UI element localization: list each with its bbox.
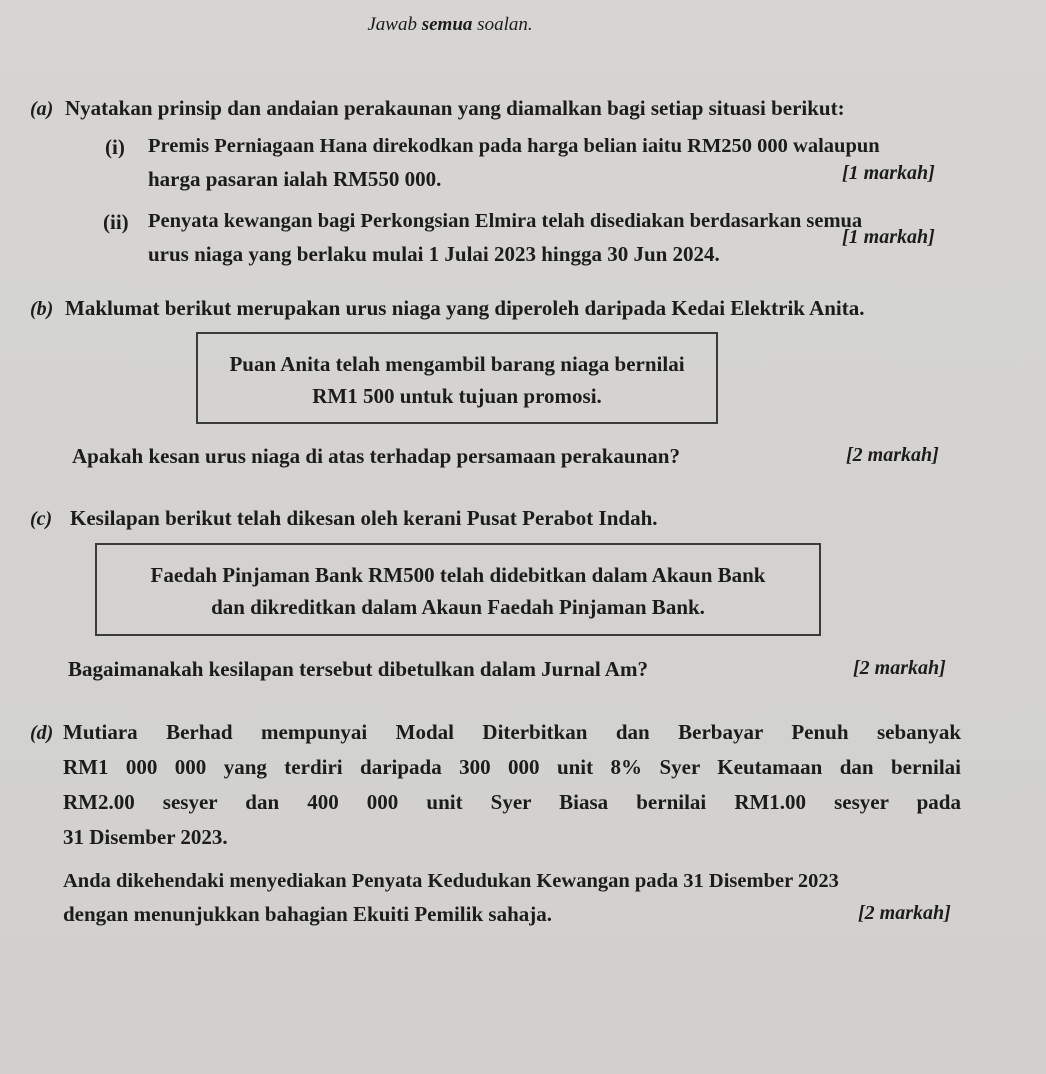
instruction xyxy=(0,14,900,36)
part-a-ii-marks: [1 markah] xyxy=(842,226,935,248)
part-b-marks: [2 markah] xyxy=(846,444,939,466)
part-a-i-marks: [1 markah] xyxy=(842,162,935,184)
part-a-ii-line2: urus niaga yang berlaku mulai 1 Julai 2023 hingga 30 Jun 2024. xyxy=(148,242,720,266)
part-d-para1-line4: 31 Disember 2023. xyxy=(63,825,228,849)
part-a-i-line1: Premis Perniagaan Hana direkodkan pada harga belian iaitu RM250 000 walaupun xyxy=(148,135,880,157)
part-d-para2-line2: dengan menunjukkan bahagian Ekuiti Pemilik sahaja. xyxy=(63,902,552,926)
part-b-box-line1: Puan Anita telah mengambil barang niaga bernilai xyxy=(229,352,685,376)
part-c-box xyxy=(95,543,821,636)
part-a-i-num: (i) xyxy=(105,135,125,159)
instruction-prefix: Jawab xyxy=(367,14,417,35)
part-a-ii-num: (ii) xyxy=(103,210,129,234)
part-b-label: (b) xyxy=(30,298,54,320)
part-c-label: (c) xyxy=(30,508,53,530)
part-a-text: Nyatakan prinsip dan andaian perakaunan yang diamalkan bagi setiap situasi berikut: xyxy=(65,96,845,120)
part-b-box xyxy=(196,332,718,424)
part-b-box-line2: RM1 500 untuk tujuan promosi. xyxy=(312,384,602,408)
part-c-marks: [2 markah] xyxy=(853,657,946,679)
part-b-text: Maklumat berikut merupakan urus niaga yang diperoleh daripada Kedai Elektrik Anita. xyxy=(65,296,865,320)
part-d-para1 xyxy=(63,715,961,855)
part-c-question: Bagaimanakah kesilapan tersebut dibetulkan dalam Jurnal Am? xyxy=(68,657,648,681)
part-d-marks: [2 markah] xyxy=(858,902,951,924)
part-b-question: Apakah kesan urus niaga di atas terhadap persamaan perakaunan? xyxy=(72,444,680,468)
part-d-para1-line2: RM1 000 000 yang terdiri daripada 300 000 unit 8% Syer Keutamaan dan bernilai xyxy=(63,755,961,779)
part-a-label: (a) xyxy=(30,98,54,120)
part-a-i-line2: harga pasaran ialah RM550 000. xyxy=(148,167,442,191)
part-d-label: (d) xyxy=(30,722,54,744)
part-a-ii-line1: Penyata kewangan bagi Perkongsian Elmira telah disediakan berdasarkan semua xyxy=(148,210,863,232)
part-c-text: Kesilapan berikut telah dikesan oleh kerani Pusat Perabot Indah. xyxy=(70,506,658,530)
part-d-para2-line1: Anda dikehendaki menyediakan Penyata Kedudukan Kewangan pada 31 Disember 2023 xyxy=(63,870,839,892)
instruction-suffix: soalan. xyxy=(477,14,533,35)
instruction-bold: semua xyxy=(421,14,473,35)
part-d-para1-line3: RM2.00 sesyer dan 400 000 unit Syer Biasa bernilai RM1.00 sesyer pada xyxy=(63,790,961,814)
part-c-box-line2: dan dikreditkan dalam Akaun Faedah Pinjaman Bank. xyxy=(211,595,705,619)
part-c-box-line1: Faedah Pinjaman Bank RM500 telah didebitkan dalam Akaun Bank xyxy=(150,563,766,587)
part-d-para1-line1: Mutiara Berhad mempunyai Modal Diterbitkan dan Berbayar Penuh sebanyak xyxy=(63,720,961,744)
